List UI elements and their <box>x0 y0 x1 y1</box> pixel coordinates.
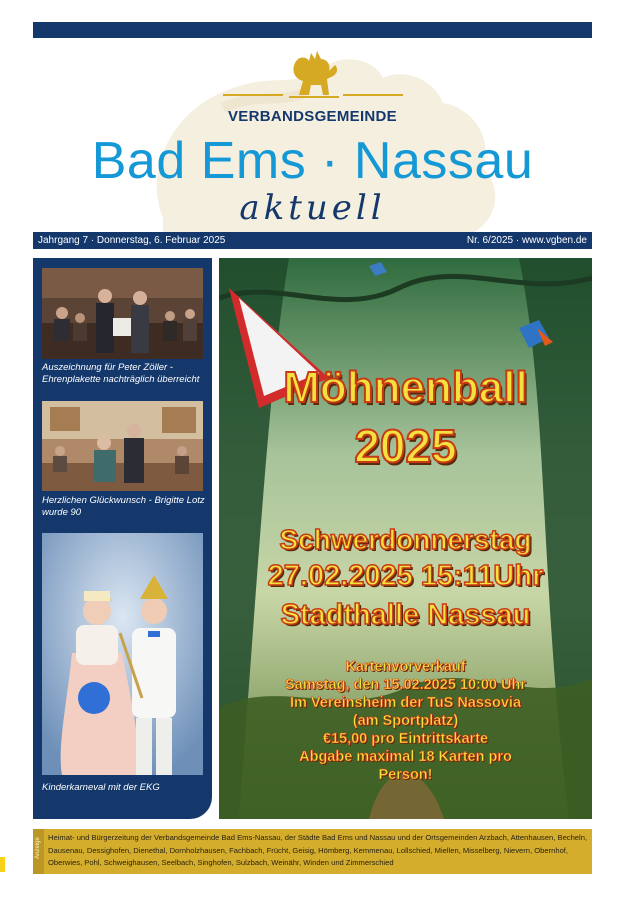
poster-info-line: Im Vereinsheim der TuS Nassovia <box>289 695 522 711</box>
news-sidebar <box>33 258 212 819</box>
poster-info-line: €15,00 pro Eintrittskarte <box>322 731 489 747</box>
masthead <box>33 38 592 232</box>
footer-tab <box>33 829 44 874</box>
poster-ticket-info <box>219 658 592 784</box>
poster-info-line: Samstag, den 15.02.2025 10:00 Uhr <box>285 677 526 693</box>
poster-info-line: (am Sportplatz) <box>352 713 459 729</box>
poster-year: 2025 <box>354 420 457 472</box>
caption-award: Auszeichnung für Peter Zöller - Ehrenplakette nachträglich überreicht <box>42 362 200 385</box>
issue-date: Jahrgang 7 · Donnerstag, 6. Februar 2025 <box>38 235 226 246</box>
poster-title: Möhnenball <box>283 363 528 412</box>
poster-day: Schwerdonnerstag <box>279 524 532 555</box>
poster-info-line: Abgabe maximal 18 Karten pro <box>299 749 512 765</box>
poster-info-line: Kartenvorverkauf <box>345 659 466 675</box>
issue-bar <box>33 232 592 249</box>
photo-award-ceremony[interactable] <box>42 268 203 359</box>
photo-kids-carnival[interactable] <box>42 533 203 775</box>
corner-marker <box>0 857 5 872</box>
rule-right <box>343 94 403 96</box>
caption-kids-carnival: Kinderkarneval mit der EKG <box>42 782 160 793</box>
poster-info-line: Person! <box>378 767 433 783</box>
poster-venue: Stadthalle Nassau <box>280 599 531 631</box>
footer-text: Heimat- und Bürgerzeitung der Verbandsgemeinde Bad Ems-Nassau, der Städte Bad Ems und Nassau und der Ortsgemeinden Arzbach, Attenhausen, Becheln, Dausenau, Dessighofen, Dienethal, Dornholzhausen, Fachbach, Frücht, Geisig, Hömberg, Kemmenau, Lollschied, Miellen, Misselberg, Nievern, Obernhof, Oberwies, Pohl, Schweighausen, Seelbach, Singhofen, Sulzbach, Weinähr, Winden und Zimmerschied <box>48 833 588 868</box>
org-label: VERBANDSGEMEINDE <box>228 108 397 125</box>
poster-datetime: 27.02.2025 15:11Uhr <box>267 560 544 592</box>
photo-birthday[interactable] <box>42 401 203 491</box>
masthead-title: Bad Ems · Nassau <box>91 132 534 190</box>
issue-number-link[interactable]: Nr. 6/2025 · www.vgben.de <box>466 235 587 246</box>
top-bar <box>33 22 592 38</box>
masthead-subtitle: aktuell <box>239 188 386 228</box>
lion-crest-icon <box>281 45 345 103</box>
footer-banner <box>33 829 592 874</box>
caption-birthday: Herzlichen Glückwunsch - Brigitte Lotz wurde 90 <box>42 495 205 518</box>
rule-left <box>223 94 283 96</box>
footer-tab-label: Anzeige <box>35 837 41 859</box>
carnival-poster[interactable] <box>219 258 592 819</box>
